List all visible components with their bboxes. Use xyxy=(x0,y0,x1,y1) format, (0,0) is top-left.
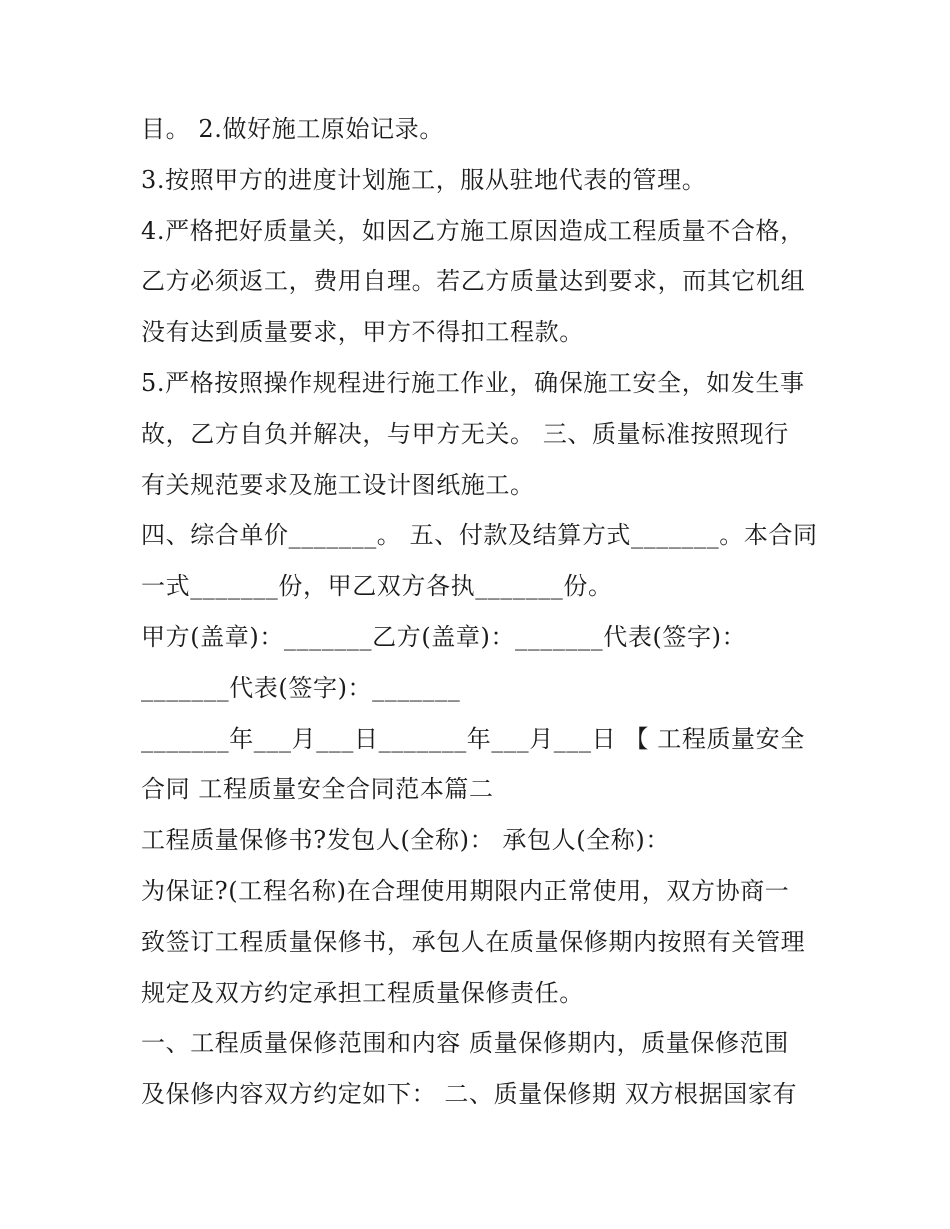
text-line: 合同 工程质量安全合同范本篇二 xyxy=(141,775,494,804)
text-line: 四、综合单价_______。 五、付款及结算方式_______。本合同 xyxy=(141,521,818,550)
text-line: 5.严格按照操作规程进行施工作业，确保施工安全，如发生事 xyxy=(141,368,805,397)
text-line: 致签订工程质量保修书，承包人在质量保修期内按照有关管理 xyxy=(141,927,806,956)
document-body xyxy=(141,104,841,1120)
text-line: 3.按照甲方的进度计划施工，服从驻地代表的管理。 xyxy=(141,165,707,194)
text-line: 4.严格把好质量关，如因乙方施工原因造成工程质量不合格， xyxy=(141,216,805,245)
text-line: 工程质量保修书?发包人(全称)： 承包人(全称)： xyxy=(141,826,670,855)
text-line: 甲方(盖章)：_______乙方(盖章)：_______代表(签字)： xyxy=(141,622,747,651)
text-line: _______年___月___日_______年___月___日 【 工程质量安全 xyxy=(141,724,805,753)
text-line: 及保修内容双方约定如下： 二、质量保修期 双方根据国家有 xyxy=(141,1080,798,1109)
text-line: 故，乙方自负并解决，与甲方无关。 三、质量标准按照现行 xyxy=(141,419,789,448)
text-line: 乙方必须返工，费用自理。若乙方质量达到要求，而其它机组 xyxy=(141,267,806,296)
text-line: 目。 2.做好施工原始记录。 xyxy=(141,115,444,143)
text-line: _______代表(签字)：_______ xyxy=(141,673,461,702)
text-line: 没有达到质量要求，甲方不得扣工程款。 xyxy=(141,318,584,347)
text-line: 为保证?(工程名称)在合理使用期限内正常使用，双方协商一 xyxy=(141,876,790,905)
text-line: 一式_______份，甲乙双方各执_______份。 xyxy=(141,572,613,601)
text-line: 规定及双方约定承担工程质量保修责任。 xyxy=(141,978,584,1007)
text-line: 一、工程质量保修范围和内容 质量保修期内，质量保修范围 xyxy=(141,1029,789,1058)
text-line: 有关规范要求及施工设计图纸施工。 xyxy=(141,470,535,499)
